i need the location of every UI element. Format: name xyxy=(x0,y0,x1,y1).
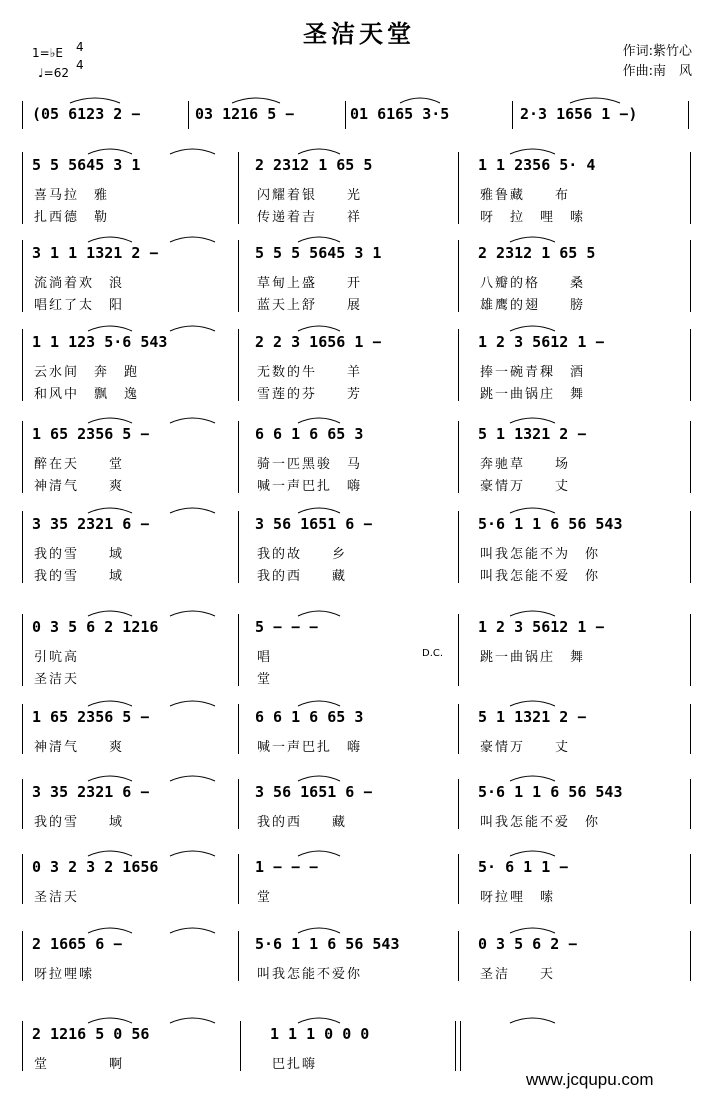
bar-line-r12-3 xyxy=(455,1021,456,1071)
notes-r10-m1: 0 3 2 3 2 1656 xyxy=(32,858,159,876)
lyric-r4-v1-m2: 无数的牛 羊 xyxy=(257,365,363,380)
slur-arc xyxy=(298,149,340,154)
notes-r10-m3: 5· 6 1 1 − xyxy=(478,858,569,876)
site-watermark: www.jcqupu.com xyxy=(526,1070,654,1089)
bar-line-r2-3 xyxy=(458,152,459,224)
notes-r8-m2: 6 6 1 6 65 3 xyxy=(255,708,364,726)
bar-line-r10-1 xyxy=(22,854,23,904)
lyric-r7-v1-m1: 引吭高 xyxy=(34,650,125,665)
notes-r2-m3: 1 1 2356 5· 4 xyxy=(478,156,596,174)
notes-r1-m2: 03 1216 5 − xyxy=(195,105,295,123)
slur-arc xyxy=(510,237,555,242)
lyric-r4-v2-m3: 跳一曲锅庄 舞 xyxy=(480,387,586,402)
bar-line-r3-4 xyxy=(690,240,691,312)
notes-r4-m3: 1 2 3 5612 1 − xyxy=(478,333,605,351)
bar-line-r10-3 xyxy=(458,854,459,904)
bar-line-r1-1 xyxy=(22,101,23,129)
bar-line-r4-3 xyxy=(458,329,459,401)
slur-arc xyxy=(170,418,215,423)
lyric-r12-v1-m2: 巴扎嗨 xyxy=(272,1057,318,1072)
tonality: 1=♭E xyxy=(32,46,63,60)
bar-line-r8-1 xyxy=(22,704,23,754)
bar-line-r9-2 xyxy=(238,779,239,829)
bar-line-r3-1 xyxy=(22,240,23,312)
slur-arc xyxy=(88,418,132,423)
bar-line-r7-1 xyxy=(22,614,23,686)
lyric-r6-v2-m2: 我的西 藏 xyxy=(257,569,348,584)
bar-line-r1-4 xyxy=(512,101,513,129)
lyric-r12-v1-m1: 堂 啊 xyxy=(34,1057,125,1072)
notes-r5-m3: 5 1 1321 2 − xyxy=(478,425,587,443)
lyric-r2-v1-m3: 雅鲁藏 布 xyxy=(480,188,571,203)
slur-arc xyxy=(170,611,215,616)
bar-line-r4-1 xyxy=(22,329,23,401)
bar-line-r5-4 xyxy=(690,421,691,493)
notes-r1-m1: (05 6123 2 − xyxy=(32,105,141,123)
slur-arc xyxy=(170,851,215,856)
bar-line-r5-3 xyxy=(458,421,459,493)
lyric-r11-v1-m3: 圣洁 天 xyxy=(480,967,556,982)
credits xyxy=(623,42,692,82)
bar-line-r9-4 xyxy=(690,779,691,829)
lyric-r4-v2-m2: 雪莲的芬 芳 xyxy=(257,387,363,402)
slur-arc xyxy=(510,776,555,781)
slur-arc xyxy=(170,928,215,933)
lyric-r8-v1-m1: 神清气 爽 xyxy=(34,740,125,755)
bar-line-r5-2 xyxy=(238,421,239,493)
bar-line-r8-3 xyxy=(458,704,459,754)
notes-r9-m1: 3 35 2321 6 − xyxy=(32,783,150,801)
bar-line-r11-1 xyxy=(22,931,23,981)
lyric-r5-v1-m3: 奔驰草 场 xyxy=(480,457,571,472)
slur-arc xyxy=(170,508,215,513)
notes-r3-m1: 3 1 1 1321 2 − xyxy=(32,244,159,262)
slur-arc xyxy=(170,1018,215,1023)
lyric-r6-v1-m1: 我的雪 域 xyxy=(34,547,125,562)
bar-line-r10-2 xyxy=(238,854,239,904)
slur-arc xyxy=(510,418,555,423)
bar-line-r6-3 xyxy=(458,511,459,583)
slur-arc xyxy=(170,701,215,706)
slur-arc xyxy=(298,1018,340,1023)
notes-r4-m1: 1 1 123 5·6 543 xyxy=(32,333,168,351)
bar-line-r7-3 xyxy=(458,614,459,686)
lyric-r9-v1-m3: 叫我怎能不爱 你 xyxy=(480,815,601,830)
slur-arc xyxy=(510,326,555,331)
notes-r1-m4: 2·3 1656 1 −) xyxy=(520,105,638,123)
time-signature-bottom: 4 xyxy=(76,58,84,72)
slur-arc xyxy=(298,851,340,856)
bar-line-r8-2 xyxy=(238,704,239,754)
slur-arc xyxy=(88,1018,132,1023)
slur-arc xyxy=(298,701,340,706)
bar-line-r3-3 xyxy=(458,240,459,312)
lyric-r10-v1-m3: 呀拉哩 嗦 xyxy=(480,890,556,905)
lyric-r6-v1-m2: 我的故 乡 xyxy=(257,547,348,562)
notes-r9-m3: 5·6 1 1 6 56 543 xyxy=(478,783,623,801)
slur-arc xyxy=(298,776,340,781)
key-signature xyxy=(32,40,102,84)
slur-arc xyxy=(88,928,132,933)
bar-line-r9-3 xyxy=(458,779,459,829)
notes-r5-m1: 1 65 2356 5 − xyxy=(32,425,150,443)
lyric-r2-v2-m3: 呀 拉 哩 嗦 xyxy=(480,210,586,225)
notes-r11-m2: 5·6 1 1 6 56 543 xyxy=(255,935,400,953)
bar-line-r11-3 xyxy=(458,931,459,981)
notes-r6-m1: 3 35 2321 6 − xyxy=(32,515,150,533)
slur-arc xyxy=(88,776,132,781)
lyric-r11-v1-m1: 呀拉哩嗦 xyxy=(34,967,95,982)
notes-r4-m2: 2 2 3 1656 1 − xyxy=(255,333,382,351)
lyric-r10-v1-m1: 圣洁天 xyxy=(34,890,80,905)
notes-r7-m3: 1 2 3 5612 1 − xyxy=(478,618,605,636)
bar-line-r10-4 xyxy=(690,854,691,904)
score-title: 圣洁天堂 xyxy=(303,20,415,48)
lyric-r3-v2-m3: 雄鹰的翅 膀 xyxy=(480,298,586,313)
lyric-r3-v1-m3: 八瓣的格 桑 xyxy=(480,276,586,291)
slur-arc xyxy=(298,928,340,933)
tempo-marking: ♩=62 xyxy=(38,66,69,80)
slur-arc xyxy=(510,851,555,856)
bar-line-r12-2 xyxy=(240,1021,241,1071)
lyric-r2-v2-m2: 传递着吉 祥 xyxy=(257,210,363,225)
slur-arc xyxy=(510,1018,555,1023)
notes-r11-m3: 0 3 5 6 2 − xyxy=(478,935,578,953)
time-signature-top: 4 xyxy=(76,40,84,54)
slur-arc xyxy=(400,98,440,103)
lyric-r2-v1-m1: 喜马拉 雅 xyxy=(34,188,110,203)
bar-line-r12-4 xyxy=(460,1021,461,1071)
slur-arc xyxy=(70,98,120,103)
notes-r6-m2: 3 56 1651 6 − xyxy=(255,515,373,533)
notes-r7-m1: 0 3 5 6 2 1216 xyxy=(32,618,159,636)
lyric-r6-v2-m3: 叫我怎能不爱 你 xyxy=(480,569,601,584)
notes-r2-m1: 5 5 5645 3 1 xyxy=(32,156,141,174)
bar-line-r1-2 xyxy=(188,101,189,129)
notes-r3-m2: 5 5 5 5645 3 1 xyxy=(255,244,382,262)
lyric-r5-v1-m2: 骑一匹黑骏 马 xyxy=(257,457,363,472)
lyric-r8-v1-m3: 豪情万 丈 xyxy=(480,740,571,755)
bar-line-r7-4 xyxy=(690,614,691,686)
bar-line-r5-1 xyxy=(22,421,23,493)
lyric-r8-v1-m2: 喊一声巴扎 嗨 xyxy=(257,740,363,755)
slur-arc xyxy=(298,418,340,423)
lyric-r6-v2-m1: 我的雪 域 xyxy=(34,569,125,584)
bar-line-r11-2 xyxy=(238,931,239,981)
composer: 作曲:南 风 xyxy=(622,64,692,79)
notes-r1-m3: 01 6165 3·5 xyxy=(350,105,450,123)
lyric-r7-v2-m1: 圣洁天 xyxy=(34,672,80,687)
slur-arc xyxy=(510,611,555,616)
bar-line-r9-1 xyxy=(22,779,23,829)
slur-arc xyxy=(298,611,340,616)
bar-line-r2-1 xyxy=(22,152,23,224)
lyricist: 作词:紫竹心 xyxy=(622,44,692,59)
lyric-r7-v1-m3: 跳一曲锅庄 舞 xyxy=(480,650,586,665)
lyric-r4-v1-m1: 云水间 奔 跑 xyxy=(34,365,140,380)
lyric-r5-v2-m2: 喊一声巴扎 嗨 xyxy=(257,479,363,494)
bar-line-r8-4 xyxy=(690,704,691,754)
da-capo-mark: D.C. xyxy=(422,648,444,659)
notes-r5-m2: 6 6 1 6 65 3 xyxy=(255,425,364,443)
lyric-r3-v1-m1: 流淌着欢 浪 xyxy=(34,276,125,291)
notes-r11-m1: 2 1665 6 − xyxy=(32,935,123,953)
bar-line-r4-4 xyxy=(690,329,691,401)
slur-arc xyxy=(170,326,215,331)
slur-arc xyxy=(88,149,132,154)
slur-arc xyxy=(170,237,215,242)
notes-r9-m2: 3 56 1651 6 − xyxy=(255,783,373,801)
lyric-r3-v1-m2: 草甸上盛 开 xyxy=(257,276,363,291)
slur-arc xyxy=(298,508,340,513)
lyric-r9-v1-m2: 我的西 藏 xyxy=(257,815,348,830)
bar-line-r11-4 xyxy=(690,931,691,981)
notes-r2-m2: 2 2312 1 65 5 xyxy=(255,156,373,174)
lyric-r4-v2-m1: 和风中 飘 逸 xyxy=(34,387,140,402)
lyric-r7-v2-m2: 堂 xyxy=(257,672,273,687)
bar-line-r6-2 xyxy=(238,511,239,583)
slur-arc xyxy=(510,508,555,513)
lyric-r4-v1-m3: 捧一碗青稞 酒 xyxy=(480,365,586,380)
slur-arc xyxy=(510,701,555,706)
slur-arc xyxy=(298,326,340,331)
slur-arc xyxy=(570,98,620,103)
slur-arc xyxy=(88,237,132,242)
slur-arc xyxy=(88,851,132,856)
slur-arc xyxy=(88,701,132,706)
bar-line-r1-3 xyxy=(345,101,346,129)
slur-arc xyxy=(510,928,555,933)
lyric-r9-v1-m1: 我的雪 域 xyxy=(34,815,125,830)
slur-arc xyxy=(232,98,280,103)
slur-arc xyxy=(88,611,132,616)
lyric-r2-v2-m1: 扎西德 勒 xyxy=(34,210,110,225)
lyric-r5-v2-m1: 神清气 爽 xyxy=(34,479,125,494)
notes-r10-m2: 1 − − − xyxy=(255,858,319,876)
bar-line-r4-2 xyxy=(238,329,239,401)
slur-arc xyxy=(170,149,215,154)
lyric-r3-v2-m2: 蓝天上舒 展 xyxy=(257,298,363,313)
bar-line-r3-2 xyxy=(238,240,239,312)
lyric-r5-v1-m1: 醉在天 堂 xyxy=(34,457,125,472)
slur-arc xyxy=(298,237,340,242)
bar-line-r7-2 xyxy=(238,614,239,686)
lyric-r6-v1-m3: 叫我怎能不为 你 xyxy=(480,547,601,562)
lyric-r10-v1-m2: 堂 xyxy=(257,890,273,905)
lyric-r7-v1-m2: 唱 xyxy=(257,650,273,665)
bar-line-r2-2 xyxy=(238,152,239,224)
lyric-r2-v1-m2: 闪耀着银 光 xyxy=(257,188,363,203)
bar-line-r6-1 xyxy=(22,511,23,583)
notes-r7-m2: 5 − − − xyxy=(255,618,319,636)
lyric-r5-v2-m3: 豪情万 丈 xyxy=(480,479,571,494)
notes-r12-m1: 2 1216 5 0 56 xyxy=(32,1025,150,1043)
slur-arc xyxy=(88,508,132,513)
bar-line-r1-5 xyxy=(688,101,689,129)
bar-line-r2-4 xyxy=(690,152,691,224)
notes-r8-m3: 5 1 1321 2 − xyxy=(478,708,587,726)
bar-line-r6-4 xyxy=(690,511,691,583)
slur-arc xyxy=(510,149,555,154)
notes-r12-m2: 1 1 1 0 0 0 xyxy=(270,1025,370,1043)
lyric-r11-v1-m2: 叫我怎能不爱你 xyxy=(257,967,363,982)
notes-r6-m3: 5·6 1 1 6 56 543 xyxy=(478,515,623,533)
notes-r8-m1: 1 65 2356 5 − xyxy=(32,708,150,726)
notes-r3-m3: 2 2312 1 65 5 xyxy=(478,244,596,262)
slur-arc xyxy=(88,326,132,331)
bar-line-r12-1 xyxy=(22,1021,23,1071)
lyric-r3-v2-m1: 唱红了太 阳 xyxy=(34,298,125,313)
slur-arc xyxy=(170,776,215,781)
